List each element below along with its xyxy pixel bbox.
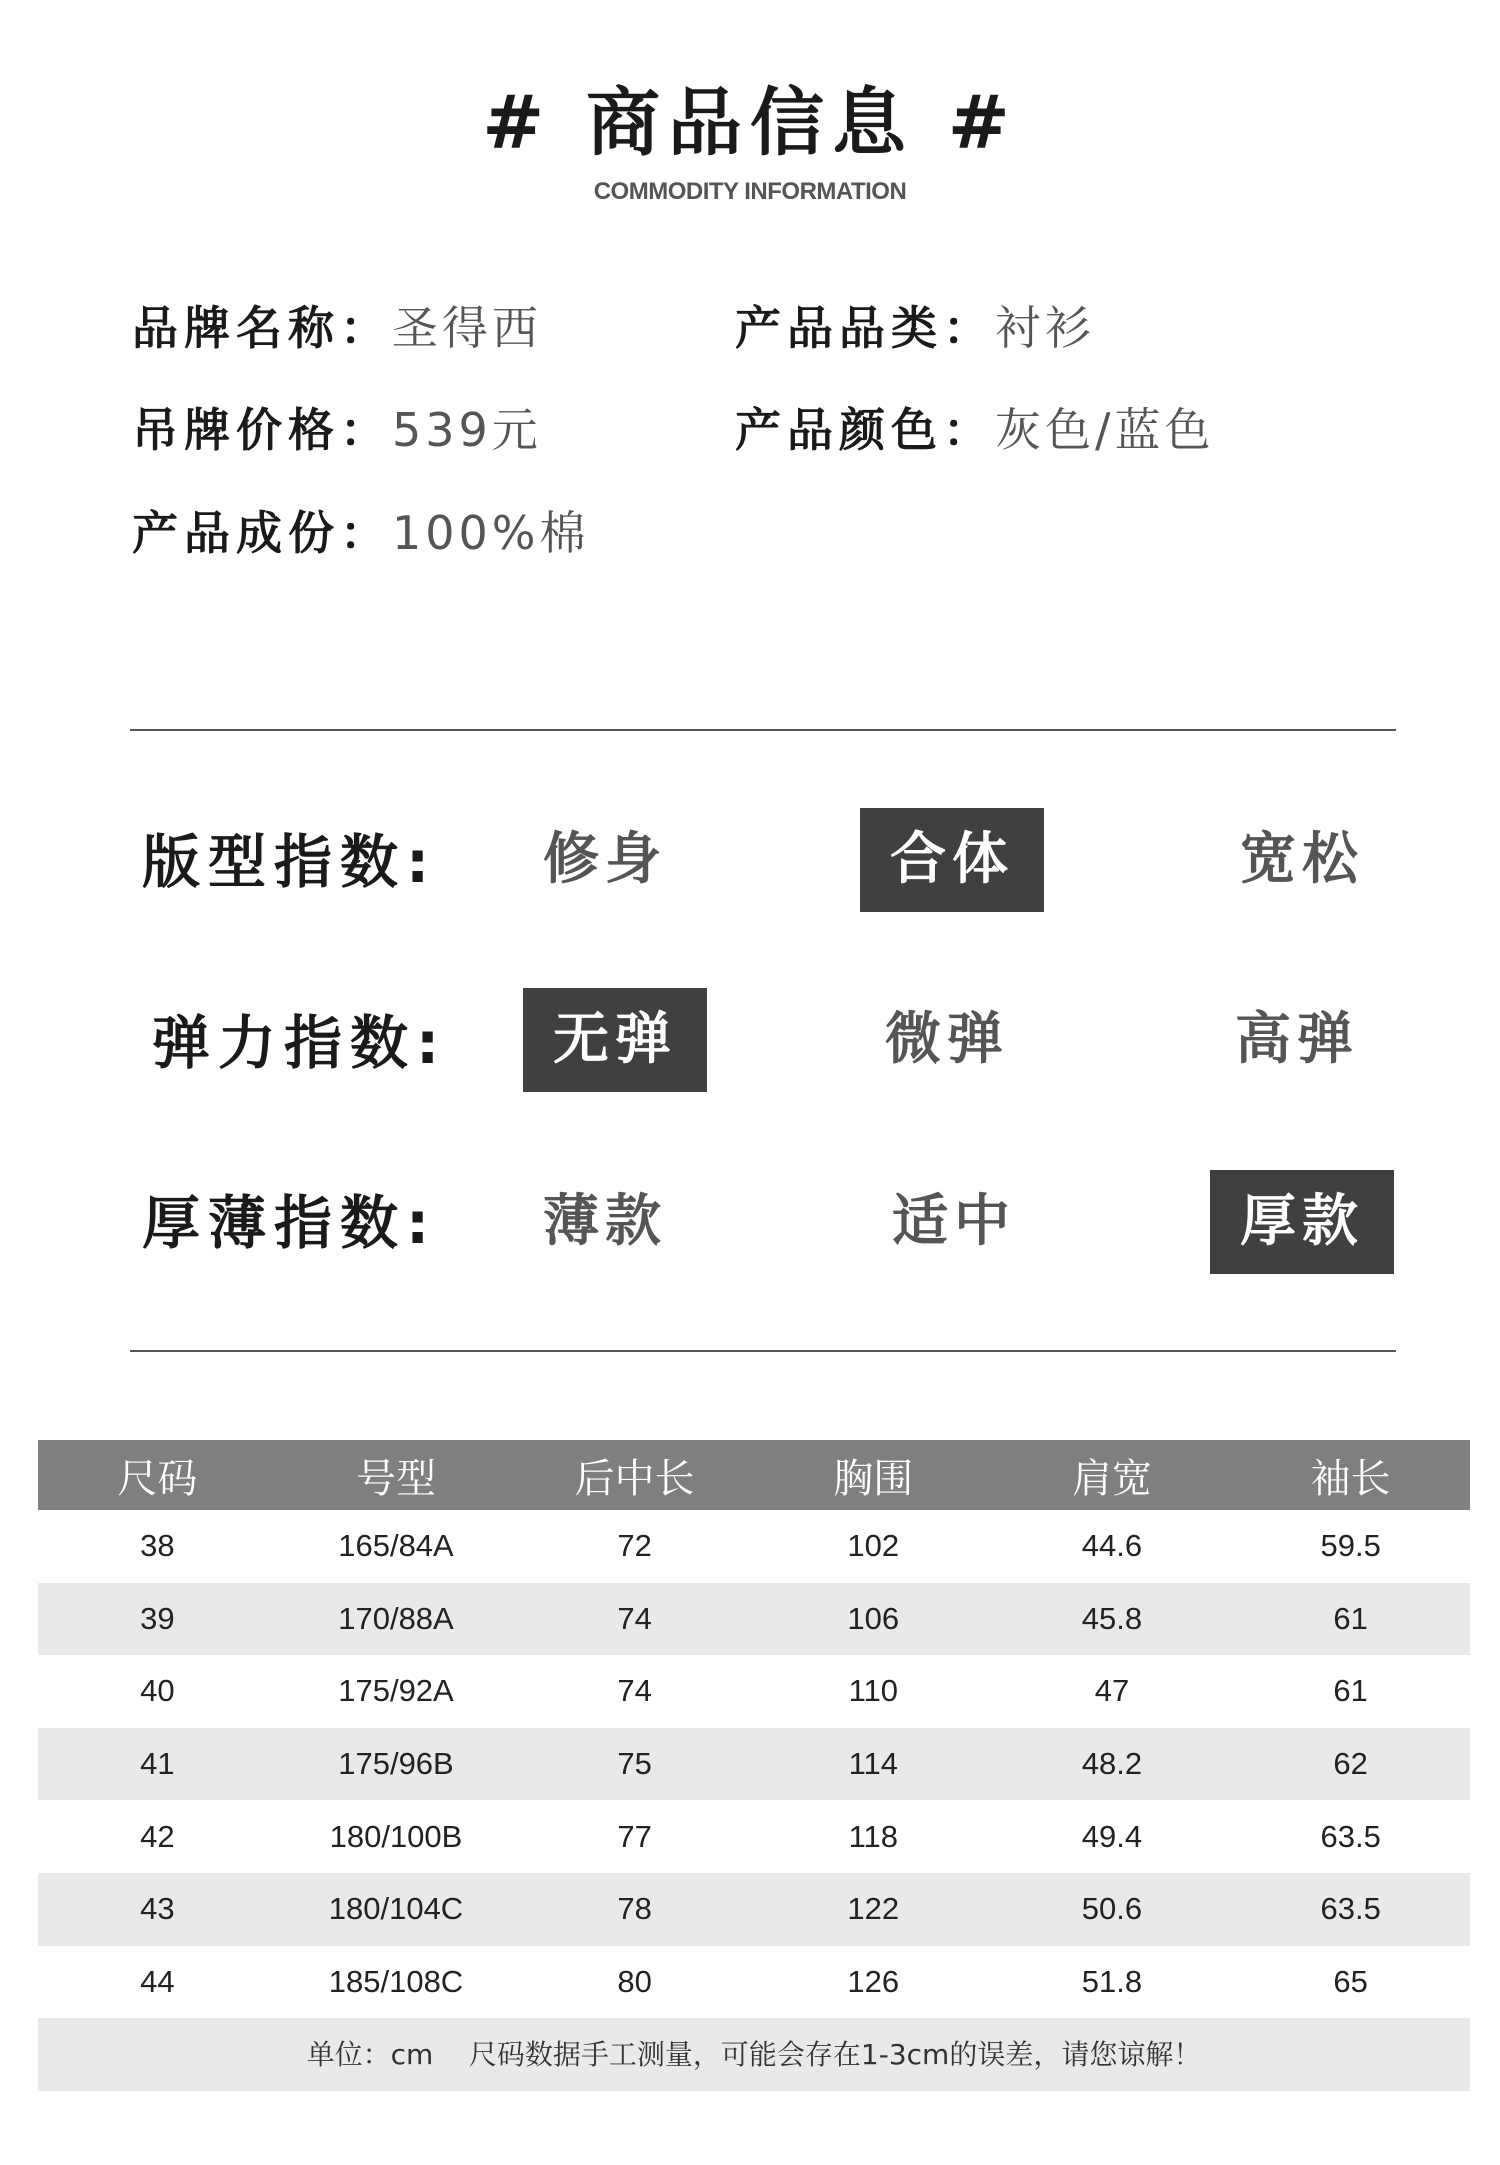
brand-value: 圣得西 — [392, 301, 542, 355]
cell-size: 43 — [38, 1873, 277, 1946]
header-size: 尺码 — [38, 1440, 277, 1510]
fit-index-label: 版型指数: — [142, 828, 438, 896]
table-row — [38, 1800, 1470, 1873]
cell-back-length: 74 — [515, 1583, 754, 1656]
cell-spec: 170/88A — [277, 1583, 516, 1656]
cell-size: 41 — [38, 1728, 277, 1801]
material-info — [132, 503, 590, 563]
cell-chest: 110 — [754, 1655, 993, 1728]
thickness-index-label: 厚薄指数: — [142, 1189, 438, 1257]
cell-chest: 102 — [754, 1510, 993, 1583]
material-value: 100%棉 — [392, 506, 590, 560]
cell-size: 39 — [38, 1583, 277, 1656]
elasticity-option-slight: 微弹 — [885, 1007, 1009, 1072]
cell-sleeve: 63.5 — [1231, 1800, 1470, 1873]
cell-chest: 114 — [754, 1728, 993, 1801]
price-value: 539元 — [392, 403, 542, 457]
cell-shoulder: 44.6 — [993, 1510, 1232, 1583]
cell-chest: 106 — [754, 1583, 993, 1656]
header-back-length: 后中长 — [515, 1440, 754, 1510]
cell-spec: 165/84A — [277, 1510, 516, 1583]
thickness-option-thick: 厚款 — [1210, 1170, 1394, 1274]
page-subtitle: COMMODITY INFORMATION — [593, 178, 907, 205]
cell-size: 40 — [38, 1655, 277, 1728]
cell-size: 38 — [38, 1510, 277, 1583]
fit-option-regular: 合体 — [860, 808, 1044, 912]
thickness-option-thin: 薄款 — [543, 1189, 667, 1254]
price-info — [132, 400, 542, 460]
category-info — [735, 298, 1095, 358]
header-shoulder: 肩宽 — [993, 1440, 1232, 1510]
cell-spec: 175/96B — [277, 1728, 516, 1801]
table-row — [38, 1583, 1470, 1656]
divider-bottom — [130, 1350, 1396, 1352]
cell-shoulder: 51.8 — [993, 1946, 1232, 2019]
category-label: 产品品类： — [735, 301, 995, 355]
header-spec: 号型 — [277, 1440, 516, 1510]
cell-back-length: 77 — [515, 1800, 754, 1873]
cell-sleeve: 59.5 — [1231, 1510, 1470, 1583]
category-value: 衬衫 — [995, 301, 1095, 355]
cell-shoulder: 48.2 — [993, 1728, 1232, 1801]
cell-shoulder: 47 — [993, 1655, 1232, 1728]
table-row — [38, 1655, 1470, 1728]
table-row — [38, 1873, 1470, 1946]
cell-back-length: 78 — [515, 1873, 754, 1946]
elasticity-option-high: 高弹 — [1235, 1007, 1359, 1072]
cell-chest: 126 — [754, 1946, 993, 2019]
cell-shoulder: 50.6 — [993, 1873, 1232, 1946]
table-row — [38, 1510, 1470, 1583]
header-sleeve: 袖长 — [1231, 1440, 1470, 1510]
cell-sleeve: 65 — [1231, 1946, 1470, 2019]
elasticity-option-none: 无弹 — [523, 988, 707, 1092]
fit-option-loose: 宽松 — [1240, 827, 1364, 892]
cell-back-length: 75 — [515, 1728, 754, 1801]
divider-top — [130, 729, 1396, 731]
cell-shoulder: 49.4 — [993, 1800, 1232, 1873]
cell-sleeve: 62 — [1231, 1728, 1470, 1801]
cell-chest: 122 — [754, 1873, 993, 1946]
size-table-header-row — [38, 1440, 1470, 1510]
cell-spec: 175/92A — [277, 1655, 516, 1728]
page-title: # 商品信息 # — [482, 80, 1018, 166]
brand-info — [132, 298, 542, 358]
cell-spec: 180/104C — [277, 1873, 516, 1946]
cell-sleeve: 63.5 — [1231, 1873, 1470, 1946]
cell-chest: 118 — [754, 1800, 993, 1873]
color-info — [735, 400, 1215, 460]
cell-sleeve: 61 — [1231, 1583, 1470, 1656]
thickness-option-medium: 适中 — [892, 1189, 1016, 1254]
header-chest: 胸围 — [754, 1440, 993, 1510]
material-label: 产品成份： — [132, 506, 392, 560]
cell-spec: 185/108C — [277, 1946, 516, 2019]
cell-size: 44 — [38, 1946, 277, 2019]
elasticity-index-label: 弹力指数: — [152, 1009, 448, 1077]
cell-back-length: 74 — [515, 1655, 754, 1728]
color-label: 产品颜色： — [735, 403, 995, 457]
brand-label: 品牌名称： — [132, 301, 392, 355]
cell-spec: 180/100B — [277, 1800, 516, 1873]
price-label: 吊牌价格： — [132, 403, 392, 457]
fit-option-slim: 修身 — [543, 827, 667, 892]
cell-back-length: 72 — [515, 1510, 754, 1583]
cell-size: 42 — [38, 1800, 277, 1873]
cell-back-length: 80 — [515, 1946, 754, 2019]
cell-shoulder: 45.8 — [993, 1583, 1232, 1656]
cell-sleeve: 61 — [1231, 1655, 1470, 1728]
table-note: 单位：cm 尺码数据手工测量，可能会存在1-3cm的误差，请您谅解！ — [38, 2018, 1470, 2091]
table-row — [38, 1946, 1470, 2019]
color-value: 灰色/蓝色 — [995, 403, 1215, 457]
size-table — [38, 1440, 1470, 2018]
table-row — [38, 1728, 1470, 1801]
